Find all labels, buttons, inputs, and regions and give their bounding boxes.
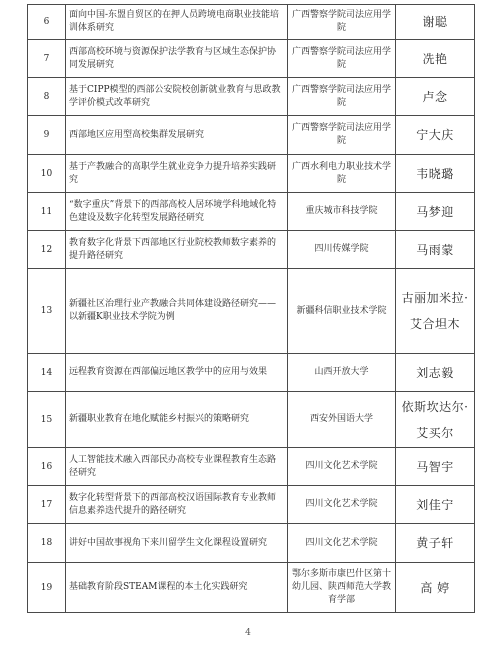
row-number: 18 — [28, 524, 66, 563]
institution: 广西水利电力职业技术学院 — [288, 155, 396, 193]
row-number: 12 — [28, 231, 66, 269]
institution: 四川文化艺术学院 — [288, 448, 396, 486]
institution: 山西开放大学 — [288, 354, 396, 392]
row-number: 13 — [28, 269, 66, 354]
person-name: 马智宇 — [396, 448, 475, 486]
table-row — [28, 40, 475, 78]
project-title: 教育数字化背景下西部地区行业院校教师数字素养的提升路径研究 — [66, 231, 288, 269]
project-title: 新疆职业教育在地化赋能乡村振兴的策略研究 — [66, 392, 288, 448]
person-name: 高 婷 — [396, 563, 475, 613]
institution: 四川文化艺术学院 — [288, 486, 396, 524]
institution: 广西警察学院司法应用学院 — [288, 116, 396, 155]
row-number: 14 — [28, 354, 66, 392]
table-row — [28, 486, 475, 524]
person-name: 马雨蒙 — [396, 231, 475, 269]
table-row — [28, 116, 475, 155]
institution: 鄂尔多斯市康巴什区第十幼儿园、陕西师范大学教育学部 — [288, 563, 396, 613]
project-title: 基于CIPP模型的西部公安院校创新就业教育与思政教学评价模式改革研究 — [66, 78, 288, 116]
table-row — [28, 269, 475, 354]
project-table — [27, 4, 475, 613]
person-name: 韦晓璐 — [396, 155, 475, 193]
institution: 四川文化艺术学院 — [288, 524, 396, 563]
person-name: 依斯坎达尔·艾买尔 — [396, 392, 475, 448]
project-table-body — [28, 5, 475, 613]
person-name: 刘志毅 — [396, 354, 475, 392]
project-title: 人工智能技术融入西部民办高校专业课程教育生态路径研究 — [66, 448, 288, 486]
row-number: 6 — [28, 5, 66, 40]
institution: 广西警察学院司法应用学院 — [288, 40, 396, 78]
project-title: 面向中国-东盟自贸区的在押人员跨境电商职业技能培训体系研究 — [66, 5, 288, 40]
project-title: 西部地区应用型高校集群发展研究 — [66, 116, 288, 155]
page-number: 4 — [245, 628, 251, 638]
project-title: “数字重庆”背景下的西部高校人居环境学科地域化特色建设及数字化转型发展路径研究 — [66, 193, 288, 231]
institution: 重庆城市科技学院 — [288, 193, 396, 231]
project-title: 新疆社区治理行业产教融合共同体建设路径研究——以新疆K职业技术学院为例 — [66, 269, 288, 354]
person-name: 黄子轩 — [396, 524, 475, 563]
row-number: 16 — [28, 448, 66, 486]
row-number: 7 — [28, 40, 66, 78]
row-number: 10 — [28, 155, 66, 193]
table-row — [28, 563, 475, 613]
institution: 广西警察学院司法应用学院 — [288, 5, 396, 40]
project-title: 基于产教融合的高职学生就业竞争力提升培养实践研究 — [66, 155, 288, 193]
table-row — [28, 448, 475, 486]
table-row — [28, 392, 475, 448]
project-title: 西部高校环境与资源保护法学教育与区域生态保护协同发展研究 — [66, 40, 288, 78]
project-title: 基础教育阶段STEAM课程的本土化实践研究 — [66, 563, 288, 613]
person-name: 刘佳宁 — [396, 486, 475, 524]
row-number: 17 — [28, 486, 66, 524]
institution: 新疆科信职业技术学院 — [288, 269, 396, 354]
table-row — [28, 524, 475, 563]
institution: 四川传媒学院 — [288, 231, 396, 269]
row-number: 11 — [28, 193, 66, 231]
institution: 西安外国语大学 — [288, 392, 396, 448]
table-row — [28, 193, 475, 231]
table-row — [28, 78, 475, 116]
person-name: 古丽加米拉·艾合坦木 — [396, 269, 475, 354]
person-name: 冼艳 — [396, 40, 475, 78]
person-name: 宁大庆 — [396, 116, 475, 155]
institution: 广西警察学院司法应用学院 — [288, 78, 396, 116]
table-row — [28, 155, 475, 193]
person-name: 马梦迎 — [396, 193, 475, 231]
row-number: 15 — [28, 392, 66, 448]
table-row — [28, 354, 475, 392]
table-row — [28, 231, 475, 269]
project-title: 讲好中国故事视角下来川留学生文化课程设置研究 — [66, 524, 288, 563]
row-number: 9 — [28, 116, 66, 155]
row-number: 8 — [28, 78, 66, 116]
table-row — [28, 5, 475, 40]
project-title: 数字化转型背景下的西部高校汉语国际教育专业教师信息素养迭代提升的路径研究 — [66, 486, 288, 524]
row-number: 19 — [28, 563, 66, 613]
project-title: 远程教育资源在西部偏远地区教学中的应用与效果 — [66, 354, 288, 392]
person-name: 谢聪 — [396, 5, 475, 40]
person-name: 卢念 — [396, 78, 475, 116]
